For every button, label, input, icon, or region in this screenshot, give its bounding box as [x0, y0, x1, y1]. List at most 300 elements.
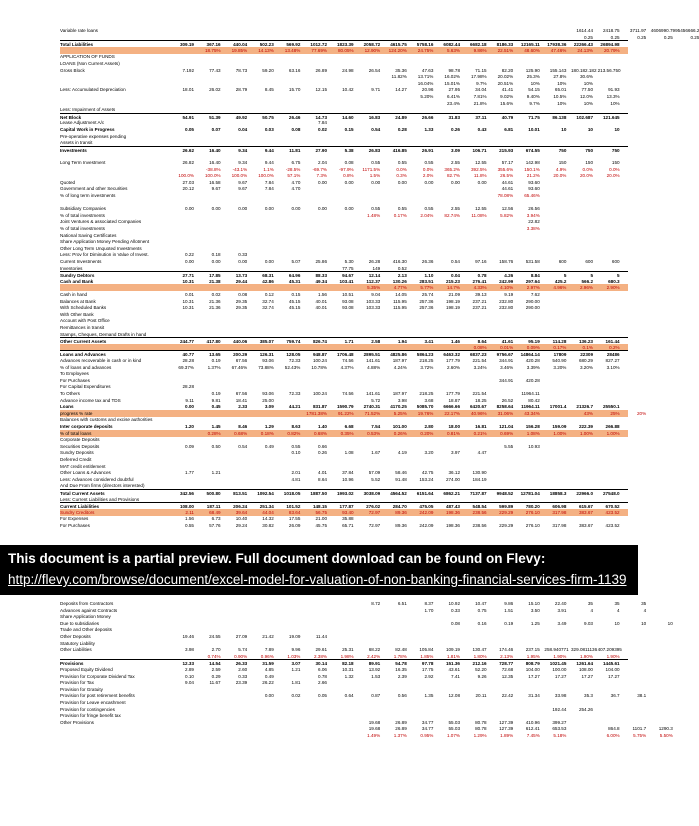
table-cell: 11.81 [289, 147, 301, 153]
table-cell: 1.56 [318, 292, 327, 297]
table-cell: 229.29 [499, 523, 514, 528]
row-label: Less: Impairment of Assets [60, 107, 116, 113]
row-label: Provisions [60, 661, 84, 667]
table-cell: 29.35 [235, 298, 248, 304]
table-cell: 0.04 [238, 127, 248, 132]
table-cell: 15.6% [500, 100, 514, 106]
table-cell: 827.27 [605, 358, 620, 363]
table-cell: 57.1% [287, 173, 301, 179]
row-label: Investments [60, 147, 87, 153]
table-cell: 36.7 [610, 693, 620, 699]
row-label: Loans and Advances [60, 352, 106, 358]
table-cell: 6.75 [291, 160, 301, 165]
table-cell: 47.46% [550, 47, 567, 53]
table-cell: 0.18% [260, 430, 274, 436]
table-cell: 142.98 [525, 160, 540, 165]
table-cell: 1.53 [371, 673, 381, 679]
table-cell: 31.83 [448, 114, 460, 120]
table-cell: 22966.0 [576, 491, 593, 496]
table-cell: 750 [558, 147, 567, 153]
table-cell: 93.06 [262, 391, 274, 396]
table-cell: 531.58 [525, 259, 540, 264]
table-cell: 1.33 [424, 127, 434, 132]
table-cell: 28.79 [235, 87, 248, 93]
table-cell: 77.69% [311, 47, 327, 53]
table-cell: 612.41 [525, 726, 540, 732]
table-cell: 14.54 [209, 661, 221, 667]
table-cell: 17.27 [554, 673, 567, 679]
table-cell: 26.09 [288, 523, 301, 528]
table-cell: 1290.3 [658, 726, 673, 732]
table-cell: 0.08 [451, 620, 460, 626]
table-cell: 29.24 [235, 523, 248, 528]
table-cell: 7.192 [182, 67, 194, 73]
table-cell: 13.65 [209, 352, 221, 358]
row-label: Cash in hand [60, 292, 88, 297]
banner-link[interactable]: http://flevy.com/browse/document/excel-model-for-valuation-of-non-banking-financial-services-firm-1139 [8, 572, 627, 587]
table-cell: 14.27 [395, 87, 407, 93]
table-cell: 670.52 [605, 504, 620, 510]
table-cell: 26.52 [501, 397, 514, 403]
table-cell: 71.52% [364, 410, 381, 416]
table-cell: 89.36 [395, 523, 407, 528]
table-cell: 3.72% [420, 364, 434, 370]
table-cell: 0.0% [582, 166, 593, 172]
table-cell: 0.22 [185, 252, 194, 258]
table-cell: 104.00 [525, 667, 540, 672]
table-cell: 10% [583, 80, 593, 86]
row-label: Total Liabilities [60, 42, 94, 48]
row-label: Subsidiary Companies [60, 206, 106, 212]
table-cell: 10.31 [342, 667, 354, 672]
table-cell: 1.98% [340, 653, 354, 659]
table-cell: 47.63 [421, 67, 434, 73]
table-cell: 276.02 [366, 504, 381, 510]
table-cell: 42.86 [262, 278, 274, 284]
table-cell: 0.29 [211, 673, 221, 679]
table-cell: 9.86 [504, 601, 514, 606]
table-cell: 74.56 [342, 358, 354, 363]
table-cell: 11.82% [391, 74, 407, 80]
table-cell: 184.19 [472, 476, 487, 482]
table-cell: 39.13 [475, 292, 487, 297]
row-label: Balances at Bank [60, 298, 96, 304]
table-cell: 20.79% [604, 47, 620, 53]
table-cell: 615.67 [578, 504, 593, 510]
table-cell: 8.72 [371, 601, 381, 606]
table-cell: 12.0% [579, 94, 593, 99]
table-cell: 6.00% [606, 733, 620, 738]
table-cell: 14.60 [342, 114, 354, 120]
table-cell: 1.94 [397, 339, 407, 345]
table-cell: 0.53% [367, 430, 381, 436]
table-cell: 1.29 [264, 424, 274, 429]
table-cell: 5.18% [553, 733, 567, 738]
table-cell: 40.79 [501, 114, 514, 120]
table-cell: 0.02 [211, 292, 221, 297]
table-cell: 0.02 [291, 693, 301, 699]
table-cell: 2.58 [371, 339, 381, 345]
table-cell: 94.67 [342, 273, 354, 279]
row-label: Other Current Assets [60, 339, 107, 345]
table-cell: 20% [636, 410, 647, 416]
table-cell: 4.37% [340, 364, 354, 370]
table-cell: 10% [530, 80, 540, 86]
table-cell: 8.37 [424, 601, 434, 606]
table-cell: 0.00 [291, 206, 301, 212]
table-cell: 72.97 [368, 523, 381, 528]
table-cell: 0.55 [185, 523, 194, 528]
table-cell: 1012.72 [310, 42, 327, 48]
row-label: % of long term investments [60, 193, 116, 198]
table-cell: 51.39 [209, 114, 221, 120]
table-cell: 548.54 [472, 504, 487, 510]
table-cell: 0.96% [260, 653, 274, 659]
table-cell: 8.64 [318, 476, 327, 482]
table-cell: 17.27 [528, 673, 540, 679]
table-cell: 40.96% [471, 410, 487, 416]
table-cell: 198.19 [445, 298, 460, 304]
table-cell: 750 [611, 147, 620, 153]
table-cell: -97.9% [339, 166, 354, 172]
table-cell: 1.90% [579, 653, 593, 659]
table-cell: 24.89 [395, 114, 407, 120]
table-cell: 502.23 [259, 42, 274, 48]
table-cell: 82.20 [501, 67, 514, 73]
table-cell: 80.05% [338, 47, 354, 53]
table-cell: 9.81 [211, 397, 221, 403]
table-cell: 5.30 [344, 259, 354, 264]
table-cell: 1.78% [393, 653, 407, 659]
table-cell: 25% [610, 410, 620, 416]
table-cell: 2.60 [238, 667, 248, 672]
table-cell: 1101.7 [632, 726, 647, 732]
table-cell: 150 [558, 160, 567, 165]
table-cell: 0.00 [185, 404, 194, 410]
row-label: Deferred Credit [60, 457, 92, 462]
table-cell: 108.00 [578, 667, 593, 672]
table-cell: 35 [587, 601, 593, 606]
table-cell: 0.82% [287, 430, 301, 436]
table-cell: 12.55 [475, 206, 487, 212]
table-cell: 218.25 [419, 391, 434, 396]
table-cell: 16.40 [209, 147, 221, 153]
row-label: To Employees [60, 371, 89, 377]
table-cell: 78.73 [235, 67, 248, 73]
table-cell: 11.67 [209, 680, 221, 686]
table-cell: 4 [643, 607, 647, 613]
table-cell: 26.89 [395, 726, 407, 732]
table-cell: 9.44 [264, 147, 274, 153]
table-cell: 3.20 [424, 450, 434, 456]
table-cell: 82.18 [342, 661, 354, 667]
row-label: Remittances in transit [60, 325, 105, 330]
table-cell: 6151.64 [416, 491, 434, 496]
table-cell: 2.97% [526, 285, 540, 291]
table-cell: 0.33 [451, 607, 460, 613]
table-cell: 9.03 [584, 620, 593, 626]
table-cell: 10.31 [182, 278, 194, 284]
table-cell: 40.01 [315, 298, 327, 304]
table-cell: 82.7% [446, 173, 460, 179]
table-cell: 3.50 [530, 607, 540, 613]
table-cell: 26.02 [209, 87, 221, 93]
table-cell: 831.87 [312, 404, 327, 410]
table-cell: 18.00 [448, 424, 460, 429]
table-cell: 3.41 [424, 339, 434, 345]
table-cell: 93.06 [262, 358, 274, 363]
table-cell: 0.19 [211, 358, 221, 363]
table-cell: 0.09 [185, 443, 194, 449]
table-cell: 105.84 [419, 647, 434, 653]
table-cell: 71.75 [528, 114, 540, 120]
row-label: Less: Accumulated Depreciation [60, 87, 126, 93]
table-cell: 2.04 [318, 160, 327, 165]
table-cell: 0.15 [344, 127, 354, 132]
table-cell: 680.29 [578, 358, 593, 363]
table-cell: 3.49 [557, 620, 567, 626]
table-cell: 0.25 [610, 34, 620, 40]
table-cell: 9756.67 [496, 352, 514, 358]
table-cell: 1.81 [291, 680, 301, 686]
table-cell: 44.61 [501, 179, 514, 185]
table-cell: 16.58 [209, 179, 221, 185]
table-cell: 41.41 [501, 87, 514, 93]
table-cell: 26.82 [182, 160, 194, 165]
table-cell: 72.68 [501, 667, 514, 672]
table-cell: 21.36 [209, 305, 221, 311]
table-cell: 215.93 [499, 147, 514, 153]
table-cell: 27.03 [182, 179, 194, 185]
table-cell: 9.34 [238, 160, 248, 165]
table-cell: 9.04 [185, 680, 194, 686]
table-cell: 0.21% [473, 430, 487, 436]
table-cell: 9.40% [526, 94, 540, 99]
table-cell: 48.60% [524, 47, 540, 53]
table-cell: 0.00 [451, 179, 460, 185]
table-cell: 65.01 [554, 87, 567, 93]
table-cell: 440.04 [233, 42, 248, 48]
table-cell: 109.19 [445, 647, 460, 653]
table-cell: 0.81% [446, 430, 460, 436]
table-cell: 91.22% [338, 410, 354, 416]
table-cell: 35.3 [584, 693, 593, 699]
table-cell: 21.38 [209, 278, 221, 284]
table-cell: 33.98 [554, 693, 567, 699]
table-cell: 45.31 [288, 278, 301, 284]
table-cell: 20.12 [182, 186, 194, 192]
table-cell: 1.56 [185, 516, 194, 522]
table-cell: 177.87 [339, 504, 354, 510]
table-cell: 21.2% [526, 173, 540, 179]
table-cell: 25550.1 [602, 404, 620, 410]
table-cell: 0.08% [473, 344, 487, 350]
table-cell: 35.88 [342, 516, 354, 522]
table-cell: 156.28 [525, 424, 540, 429]
table-cell: 45.15 [288, 298, 301, 304]
table-cell: 0.28 [397, 127, 407, 132]
table-cell: 101.00 [392, 424, 407, 429]
table-cell: 31.59 [262, 661, 274, 667]
row-label: Inter corporate deposits [60, 424, 113, 429]
table-cell: 0.54 [238, 443, 248, 449]
table-cell: 27.95 [448, 87, 460, 93]
table-cell: 44.04 [262, 509, 274, 515]
table-cell: 8.45 [264, 87, 274, 93]
table-cell: 89.91 [368, 661, 381, 667]
table-cell: 0.45 [211, 404, 221, 410]
table-cell: 4 [617, 607, 620, 613]
table-cell: 500.80 [206, 491, 221, 496]
table-cell: 9.67 [211, 186, 221, 192]
row-label: National Saving Certificates [60, 232, 117, 238]
table-cell: 39.64 [235, 509, 248, 515]
table-cell: 3711.97 [629, 28, 647, 33]
row-label: Joint Ventures & associated Companies [60, 219, 142, 225]
row-label: % of total investments [60, 226, 105, 231]
table-cell: 213.56.750 [597, 67, 621, 73]
table-cell: 8.64 [477, 339, 487, 345]
table-cell: 5 [590, 273, 593, 279]
table-cell: 0.08 [238, 292, 248, 297]
table-cell: 21326.7 [576, 404, 593, 410]
table-cell: 97.78 [421, 661, 434, 667]
table-cell: 21.09 [448, 292, 460, 297]
table-cell: 4.81 [291, 476, 301, 482]
table-cell: 232.80 [499, 298, 514, 304]
table-cell: 12781.04 [520, 491, 540, 496]
table-cell: 1993.02 [336, 491, 354, 496]
table-cell: 3.68 [424, 397, 434, 403]
row-label: Share Application Money Pending Allotment [60, 239, 150, 245]
table-cell: 4.10% [500, 285, 514, 291]
table-cell: 10 [614, 620, 620, 626]
table-cell: 10% [557, 80, 567, 86]
table-cell: 97.16 [475, 259, 487, 264]
table-cell: 17809 [553, 352, 567, 358]
table-cell: 198.36 [445, 509, 460, 515]
table-cell: 9.26 [477, 673, 487, 679]
table-cell: 6862.21 [443, 491, 460, 496]
table-cell: 26.89 [395, 719, 407, 725]
table-cell: 2.55 [451, 160, 460, 165]
table-cell: 150 [611, 160, 620, 165]
table-cell: 14.13% [258, 47, 274, 53]
table-cell: 128.05 [286, 352, 301, 358]
table-cell: 1887.50 [310, 491, 327, 496]
table-cell: 475.05 [419, 504, 434, 510]
table-cell: 10.40 [235, 516, 248, 522]
table-cell: 284.70 [392, 504, 407, 510]
table-cell: 100.24 [312, 391, 327, 396]
table-cell: 1.90% [606, 653, 620, 659]
table-cell: 26.56 [528, 206, 540, 212]
table-cell: 187.97 [392, 391, 407, 396]
table-cell: 6.68 [344, 424, 354, 429]
row-label: Trade and Other deposits [60, 627, 112, 633]
table-cell: 36.12 [448, 470, 460, 476]
table-cell: 1.29% [473, 733, 487, 738]
table-cell: 2895.51 [363, 352, 381, 358]
table-cell: 44.21 [288, 404, 301, 410]
table-cell: 0.55 [424, 160, 434, 165]
table-cell: 69.37% [178, 364, 194, 370]
table-cell: 126.31 [259, 352, 274, 358]
table-cell: 0.00 [185, 259, 194, 264]
table-cell: 57.76 [209, 523, 221, 528]
table-cell: 780.20 [525, 504, 540, 510]
table-cell: 8186.33 [496, 42, 514, 48]
table-cell: 103.33 [366, 305, 381, 311]
table-cell: 10 [641, 620, 647, 626]
table-cell: 2.55 [451, 206, 460, 212]
table-cell: 0.87 [371, 693, 381, 699]
row-label: Advances against Contracts [60, 607, 118, 613]
table-cell: 0.08 [291, 127, 301, 132]
table-cell: 5.35% [367, 285, 381, 291]
table-cell: 1.89% [500, 733, 514, 738]
table-cell: 237.15 [525, 647, 540, 653]
table-cell: 0.1% [582, 344, 593, 350]
table-cell: 121.645 [602, 114, 620, 120]
table-cell: 26.33 [235, 661, 248, 667]
row-label: Inventories [60, 265, 83, 271]
table-cell: 0.0% [396, 166, 407, 172]
row-label: For Purchases [60, 377, 90, 383]
table-cell: 274.00 [445, 476, 460, 482]
table-cell: 423.52 [605, 509, 620, 515]
table-cell: 232.80 [499, 305, 514, 311]
table-cell: 1.77 [185, 470, 194, 476]
table-cell: 218.25 [419, 358, 434, 363]
row-label: Stamps, Cheques, Demand Drafts in hand [60, 331, 147, 337]
table-cell: 1.00% [553, 430, 567, 436]
table-cell: 155.143 [549, 67, 567, 73]
table-cell: 43.34% [524, 410, 540, 416]
row-label: For Capital Expenditures [60, 384, 111, 390]
table-cell: 9.19 [504, 292, 514, 297]
table-cell: 5.20% [420, 94, 434, 99]
table-cell: 0.55 [371, 160, 381, 165]
table-cell: 112.37 [366, 278, 381, 284]
table-cell: 5.74 [238, 647, 248, 653]
table-cell: 127.39 [499, 719, 514, 725]
table-cell: 20.0% [606, 173, 620, 179]
table-cell: 1614.44 [576, 28, 593, 33]
table-cell: 7.84 [264, 179, 274, 185]
table-cell: -43.1% [232, 166, 248, 172]
table-cell: 266.88 [605, 424, 620, 429]
table-cell: 25.3% [526, 74, 540, 80]
table-cell: 10% [583, 100, 593, 106]
table-cell: 148.15 [312, 504, 327, 510]
table-cell: 344.91 [499, 358, 514, 363]
row-label: Account with Post Office [60, 318, 110, 324]
table-cell: 25.74 [421, 292, 434, 297]
table-cell: 2.96% [579, 285, 593, 291]
table-cell: 23.4% [446, 100, 460, 106]
row-label: With Other Bank [60, 311, 94, 317]
table-cell: 0.17% [553, 344, 567, 350]
table-cell: 0.18 [211, 252, 221, 258]
table-cell: 159.09 [552, 424, 567, 429]
table-cell: 15.70 [288, 87, 301, 93]
table-cell: 14.32 [262, 516, 274, 522]
table-cell: 34.04 [475, 87, 487, 93]
table-cell: 5.55 [504, 443, 514, 449]
table-cell: 1.35 [424, 693, 434, 699]
table-cell: 9948.52 [496, 491, 514, 496]
